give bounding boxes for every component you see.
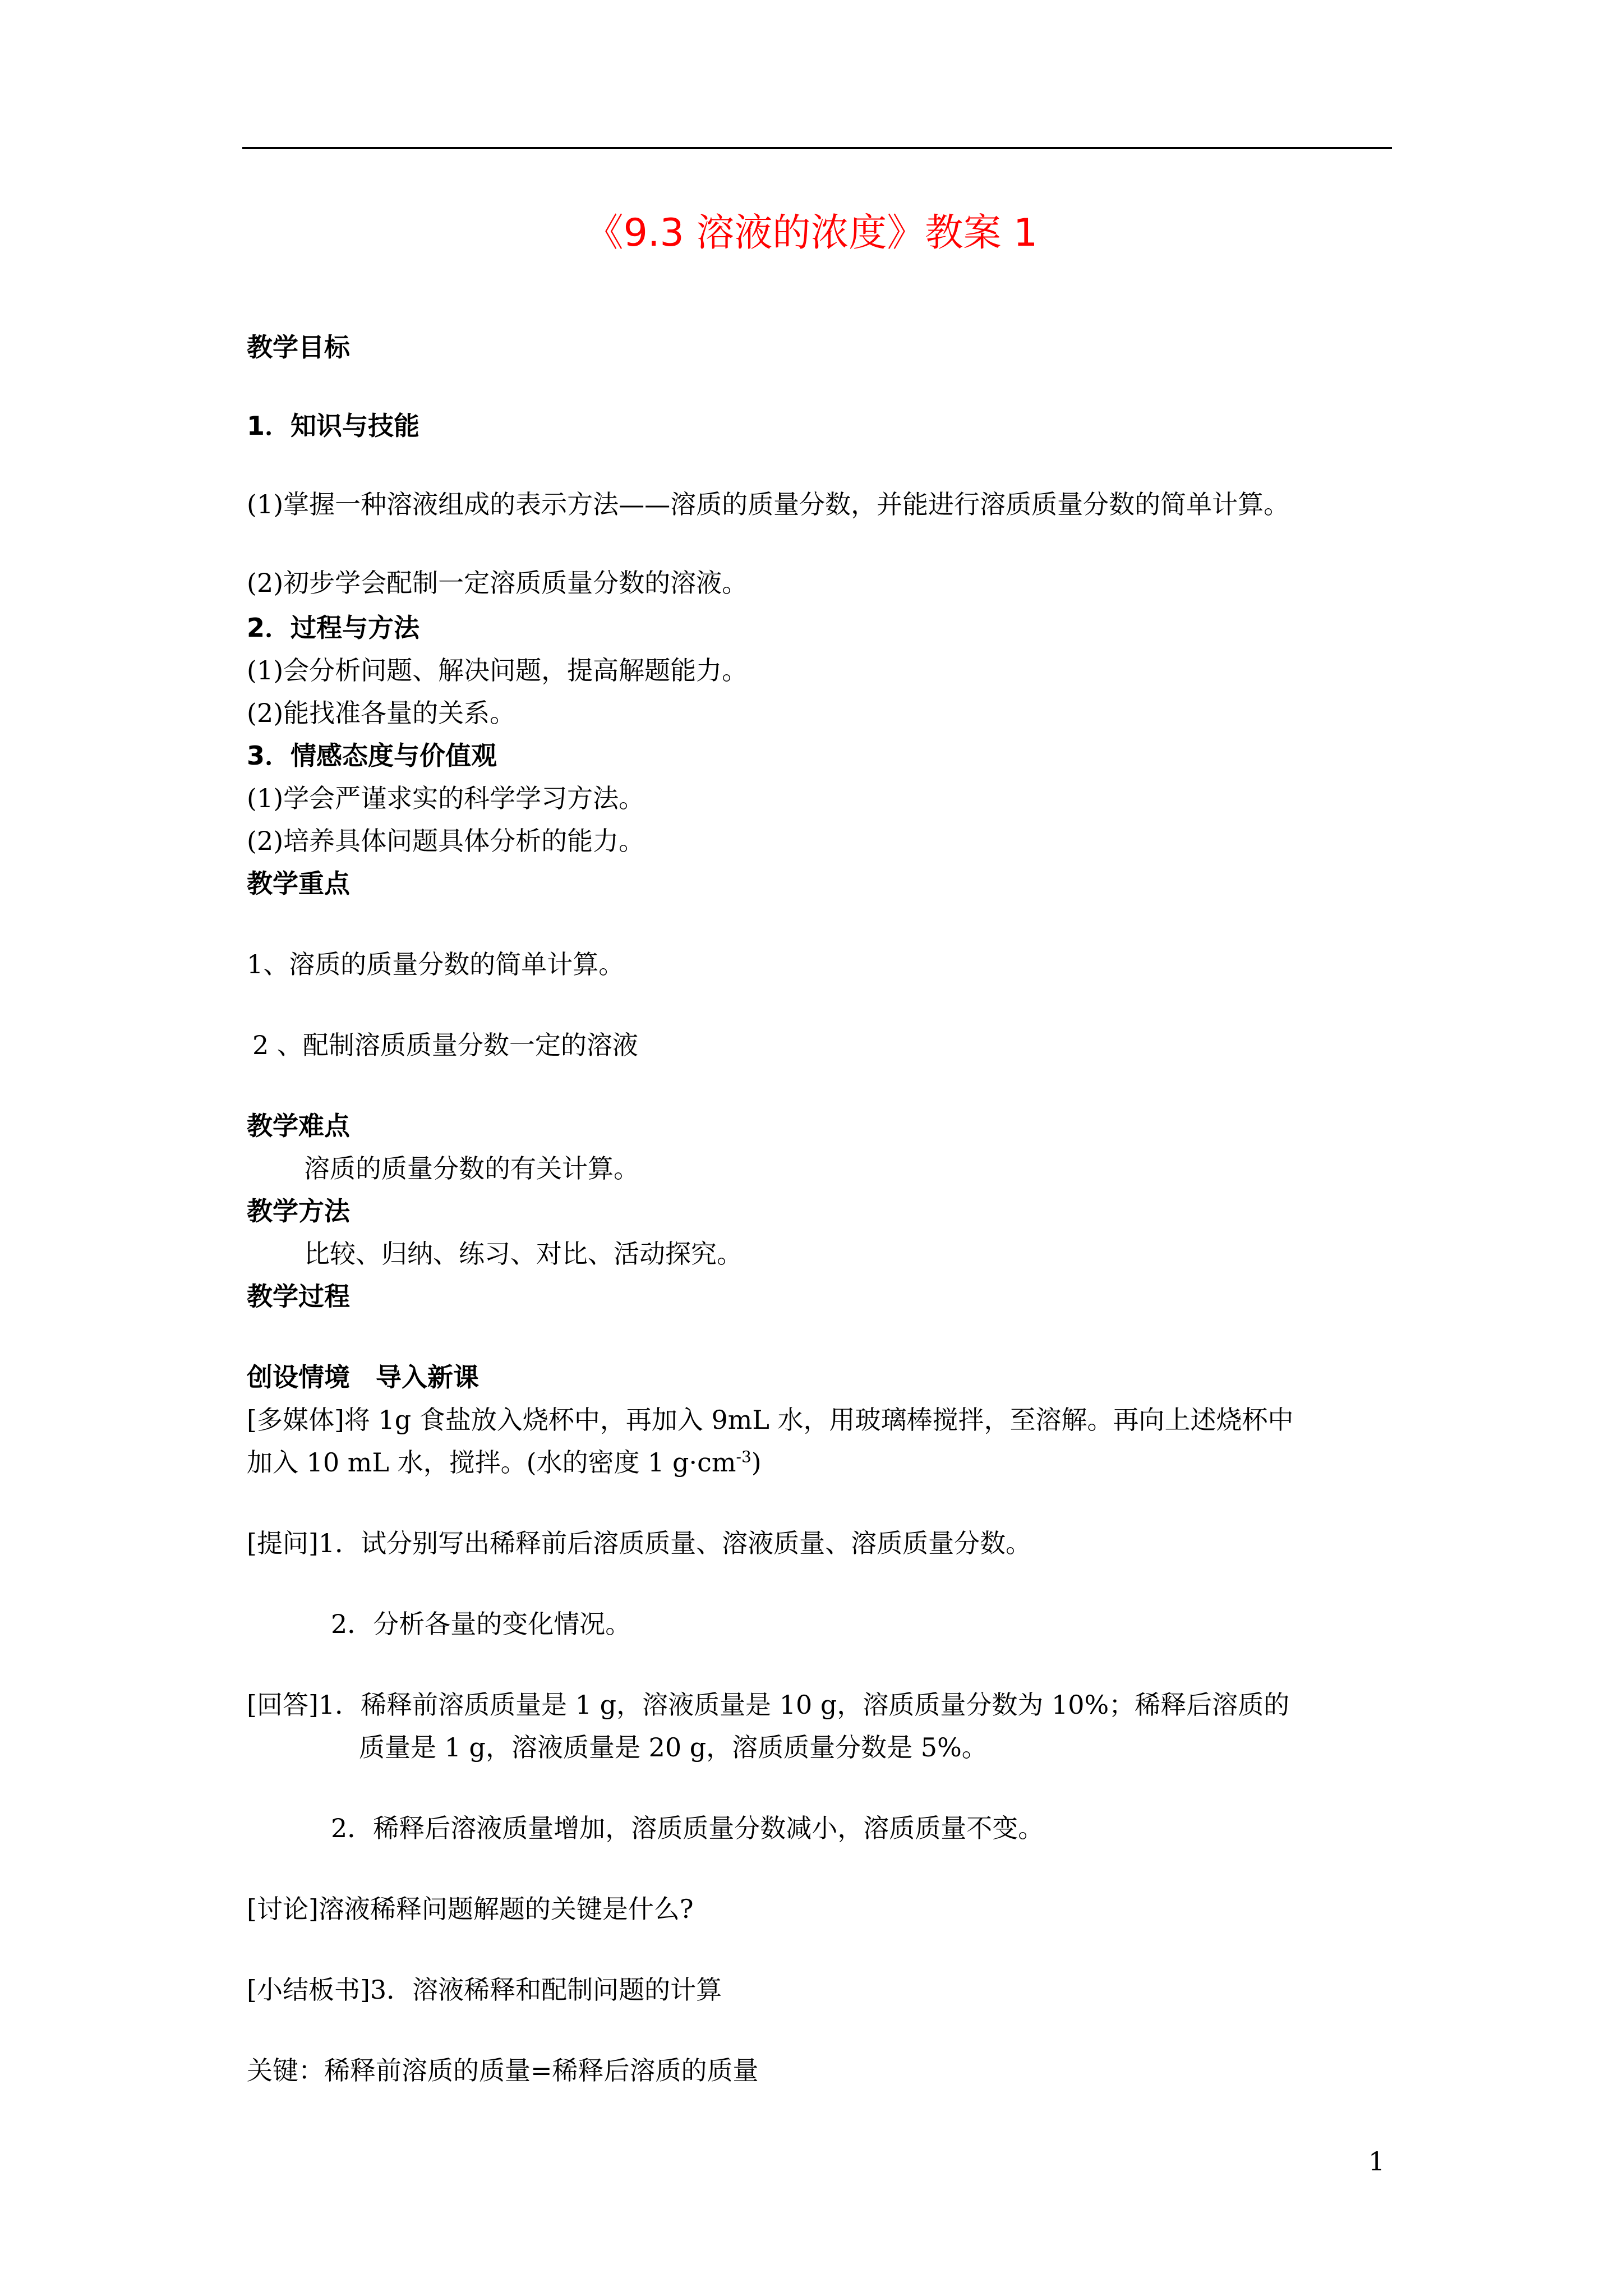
line-text: 3．情感态度与价值观 [247, 740, 497, 771]
line-text: (1)掌握一种溶液组成的表示方法——溶质的质量分数，并能进行溶质质量分数的简单计算。 [247, 489, 1290, 519]
line-text: [回答]1．稀释前溶质质量是 1 g，溶液质量是 10 g，溶质质量分数为 10%；稀释后溶质的 [247, 1690, 1290, 1720]
text-line [359, 1732, 988, 1763]
text-line [247, 1447, 762, 1478]
section-heading [247, 1364, 479, 1390]
line-text: (1)会分析问题、解决问题，提高解题能力。 [247, 655, 748, 685]
text-line [247, 828, 644, 854]
line-text: 创设情境 导入新课 [247, 1362, 479, 1392]
text-line [247, 570, 748, 596]
text-line [247, 700, 515, 726]
header-rule [242, 147, 1392, 149]
section-heading [247, 740, 497, 771]
text-line [331, 1815, 1044, 1841]
line-text: (1)学会严谨求实的科学学习方法。 [247, 783, 645, 813]
text-line [247, 2055, 759, 2086]
line-text: 质量是 1 g，溶液质量是 20 g，溶质质量分数是 5%。 [359, 1732, 988, 1763]
section-heading [247, 334, 350, 360]
line-text: [讨论]溶液稀释问题解题的关键是什么? [247, 1894, 694, 1924]
section-heading [247, 1281, 350, 1312]
text-line [331, 1611, 631, 1637]
section-heading [247, 1198, 350, 1224]
text-line [247, 1692, 1289, 1718]
line-text: [小结板书]3．溶液稀释和配制问题的计算 [247, 1975, 722, 2005]
superscript: -3 [736, 1447, 751, 1466]
text-line [247, 1530, 1031, 1556]
section-heading [247, 615, 419, 641]
line-text-tail: ) [751, 1447, 762, 1478]
text-line [247, 951, 624, 977]
line-text: 教学重点 [247, 868, 350, 899]
line-text: 2 、配制溶质质量分数一定的溶液 [252, 1030, 638, 1060]
text-line [247, 491, 1289, 517]
line-text: [多媒体]将 1g 食盐放入烧杯中，再加入 9mL 水，用玻璃棒搅拌，至溶解。再向上述烧杯中 [247, 1405, 1294, 1435]
text-line [247, 785, 644, 811]
line-text: (2)初步学会配制一定溶质质量分数的溶液。 [247, 568, 748, 598]
line-text: 2．稀释后溶液质量增加，溶质质量分数减小，溶质质量不变。 [331, 1813, 1044, 1843]
section-heading [247, 413, 419, 439]
text-line [304, 1241, 743, 1267]
line-text: 比较、归纳、练习、对比、活动探究。 [304, 1239, 743, 1269]
line-text: 加入 10 mL 水，搅拌。(水的密度 1 g·cm [247, 1447, 736, 1478]
line-text: 教学目标 [247, 332, 350, 362]
line-text: 1．知识与技能 [247, 411, 420, 441]
text-line [247, 1977, 722, 2003]
line-text: 溶质的质量分数的有关计算。 [304, 1153, 639, 1184]
line-text: 关键：稀释前溶质的质量=稀释后溶质的质量 [247, 2055, 759, 2086]
text-line [247, 1896, 694, 1922]
line-text: [提问]1．试分别写出稀释前后溶质质量、溶液质量、溶质质量分数。 [247, 1528, 1032, 1558]
document-title: 《9.3 溶液的浓度》教案 1 [585, 211, 1038, 255]
line-text: (2)能找准各量的关系。 [247, 698, 516, 728]
text-line [252, 1032, 638, 1058]
line-text: (2)培养具体问题具体分析的能力。 [247, 826, 645, 856]
line-text: 2．分析各量的变化情况。 [331, 1609, 631, 1639]
line-text: 1、溶质的质量分数的简单计算。 [247, 949, 625, 979]
line-text: 教学难点 [247, 1111, 350, 1141]
line-text: 2．过程与方法 [247, 613, 420, 643]
section-heading [247, 1113, 350, 1139]
page-number: 1 [1368, 2146, 1385, 2177]
line-text: 教学方法 [247, 1196, 350, 1226]
text-line [247, 657, 748, 683]
section-heading [247, 868, 350, 899]
text-line [247, 1407, 1294, 1433]
text-line [304, 1153, 639, 1184]
line-text: 教学过程 [247, 1281, 350, 1312]
